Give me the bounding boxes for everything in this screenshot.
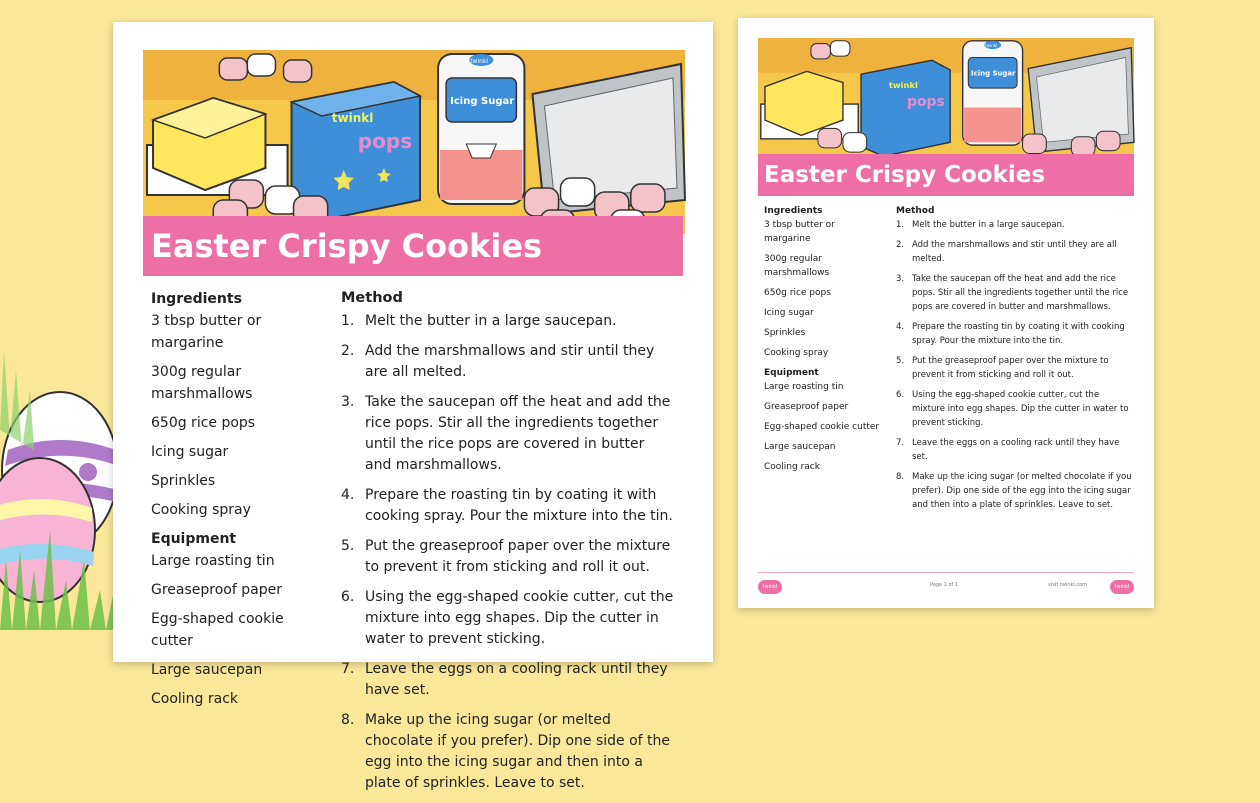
ingredient-item: Icing sugar	[764, 308, 814, 318]
method-step	[341, 710, 675, 794]
grass-blades	[0, 350, 34, 450]
ingredient-item: 300g regular marshmallows	[151, 364, 253, 402]
method-step	[341, 392, 675, 476]
step-text: Take the saucepan off the heat and add the rice pops. Stir all the ingredients together until the rice pops are covered in butter and marshmallows.	[912, 274, 1129, 312]
icing-label-text: Icing Sugar	[971, 69, 1016, 78]
step-text: Make up the icing sugar (or melted chocolate if you prefer). Dip one side of the egg into the icing sugar and then into a plate of sprinkles. Leave to set.	[365, 712, 671, 791]
step-text: Add the marshmallows and stir until they are all melted.	[365, 343, 655, 380]
step-number: 4.	[341, 487, 355, 503]
ingredient-item: 650g rice pops	[151, 415, 256, 431]
ingredient-item: Icing sugar	[151, 444, 229, 460]
method-step	[896, 272, 1132, 314]
ingredients-column	[151, 288, 301, 717]
footer-logo-right: twinkl	[1110, 580, 1134, 594]
ingredients-heading: Ingredients	[151, 291, 242, 307]
equipment-item: Egg-shaped cookie cutter	[764, 422, 880, 432]
equipment-item: Egg-shaped cookie cutter	[151, 611, 284, 649]
step-text: Using the egg-shaped cookie cutter, cut the mixture into egg shapes. Dip the cutter in water to prevent sticking.	[365, 589, 674, 647]
ingredients-list	[151, 310, 301, 521]
footer-divider	[758, 572, 1134, 573]
method-column	[341, 288, 675, 803]
footer-page-number: Page 1 of 1	[930, 582, 959, 588]
step-text: Put the greaseproof paper over the mixture to prevent it from sticking and roll it out.	[365, 538, 671, 575]
method-steps	[896, 218, 1132, 512]
equipment-item: Large roasting tin	[151, 553, 275, 569]
method-step	[896, 388, 1132, 430]
equipment-item: Cooling rack	[151, 691, 239, 707]
equipment-item: Large roasting tin	[764, 382, 844, 392]
ingredients-column-small	[764, 204, 882, 480]
step-number: 4.	[896, 322, 905, 332]
method-step	[896, 218, 1132, 232]
step-number: 7.	[341, 661, 355, 677]
step-number: 1.	[341, 313, 355, 329]
cereal-name-text: pops	[907, 94, 945, 111]
recipe-banner-illustration-small	[758, 38, 1134, 166]
step-number: 6.	[341, 589, 355, 605]
step-text: Leave the eggs on a cooling rack until they have set.	[365, 661, 668, 698]
ingredient-item: 300g regular marshmallows	[764, 254, 830, 278]
cereal-name-text: pops	[357, 129, 413, 153]
step-number: 8.	[341, 712, 355, 728]
ingredient-item: Cooking spray	[764, 348, 829, 358]
method-step	[341, 536, 675, 578]
method-steps	[341, 311, 675, 794]
equipment-item: Large saucepan	[764, 442, 836, 452]
method-column-small	[896, 204, 1132, 518]
method-step	[896, 238, 1132, 266]
step-text: Prepare the roasting tin by coating it with cooking spray. Pour the mixture into the tin.	[912, 322, 1125, 346]
recipe-sheet-large	[113, 22, 713, 791]
method-heading: Method	[896, 206, 935, 216]
icing-brand-text: twinkl	[984, 43, 998, 49]
icing-label-text: Icing Sugar	[450, 96, 515, 107]
ingredient-item: 650g rice pops	[764, 288, 831, 298]
step-number: 5.	[341, 538, 355, 554]
method-step	[341, 659, 675, 701]
step-text: Prepare the roasting tin by coating it with cooking spray. Pour the mixture into the tin.	[365, 487, 673, 524]
method-step	[341, 311, 675, 332]
equipment-item: Cooling rack	[764, 462, 820, 472]
recipe-sheet-preview	[738, 18, 1154, 608]
step-number: 8.	[896, 472, 905, 482]
ingredients-heading: Ingredients	[764, 206, 823, 216]
ingredients-list	[764, 218, 882, 360]
step-text: Make up the icing sugar (or melted chocolate if you prefer). Dip one side of the egg into the icing sugar and then into a plate of sprinkles. Leave to set.	[912, 472, 1132, 510]
method-step	[896, 470, 1132, 512]
step-number: 6.	[896, 390, 905, 400]
step-number: 1.	[896, 220, 905, 230]
method-step	[896, 436, 1132, 464]
step-text: Take the saucepan off the heat and add the rice pops. Stir all the ingredients together until the rice pops are covered in butter and marshmallows.	[365, 394, 671, 473]
ingredient-item: 3 tbsp butter or margarine	[151, 313, 262, 351]
egg-flower-icon	[79, 463, 97, 481]
equipment-heading: Equipment	[151, 531, 237, 547]
step-number: 3.	[896, 274, 905, 284]
equipment-item: Greaseproof paper	[764, 402, 849, 412]
step-number: 7.	[896, 438, 905, 448]
ingredient-item: 3 tbsp butter or margarine	[764, 220, 835, 244]
equipment-list	[764, 380, 882, 474]
step-text: Melt the butter in a large saucepan.	[365, 313, 617, 329]
recipe-banner-illustration	[143, 50, 685, 234]
method-step	[341, 485, 675, 527]
step-text: Using the egg-shaped cookie cutter, cut the mixture into egg shapes. Dip the cutter in water to prevent sticking.	[912, 390, 1129, 428]
cereal-brand-text: twinkl	[888, 80, 918, 91]
step-text: Add the marshmallows and stir until they are all melted.	[912, 240, 1117, 264]
method-heading: Method	[341, 290, 403, 306]
step-number: 2.	[896, 240, 905, 250]
step-text: Leave the eggs on a cooling rack until they have set.	[912, 438, 1120, 462]
footer-site-link[interactable]: visit twinkl.com	[1048, 582, 1088, 588]
step-number: 5.	[896, 356, 905, 366]
ingredient-item: Sprinkles	[764, 328, 806, 338]
method-step	[341, 587, 675, 650]
step-text: Melt the butter in a large saucepan.	[912, 220, 1065, 230]
step-number: 3.	[341, 394, 355, 410]
ingredient-item: Cooking spray	[151, 502, 251, 518]
equipment-item: Large saucepan	[151, 662, 263, 678]
page-title: Easter Crispy Cookies	[143, 216, 683, 276]
method-step	[896, 320, 1132, 348]
method-step	[341, 341, 675, 383]
ingredient-item: Sprinkles	[151, 473, 216, 489]
icing-brand-text: twinkl	[470, 58, 489, 65]
step-text: Put the greaseproof paper over the mixture to prevent it from sticking and roll it out.	[912, 356, 1109, 380]
cereal-brand-text: twinkl	[331, 111, 374, 125]
method-step	[896, 354, 1132, 382]
footer-logo-left: twinkl	[758, 580, 782, 594]
cereal-box	[861, 60, 950, 156]
equipment-heading: Equipment	[764, 368, 819, 378]
page-title-small: Easter Crispy Cookies	[758, 154, 1134, 196]
equipment-item: Greaseproof paper	[151, 582, 282, 598]
equipment-list	[151, 550, 301, 710]
step-number: 2.	[341, 343, 355, 359]
icing-sugar-bag	[963, 41, 1023, 145]
icing-sugar-bag	[438, 54, 524, 204]
